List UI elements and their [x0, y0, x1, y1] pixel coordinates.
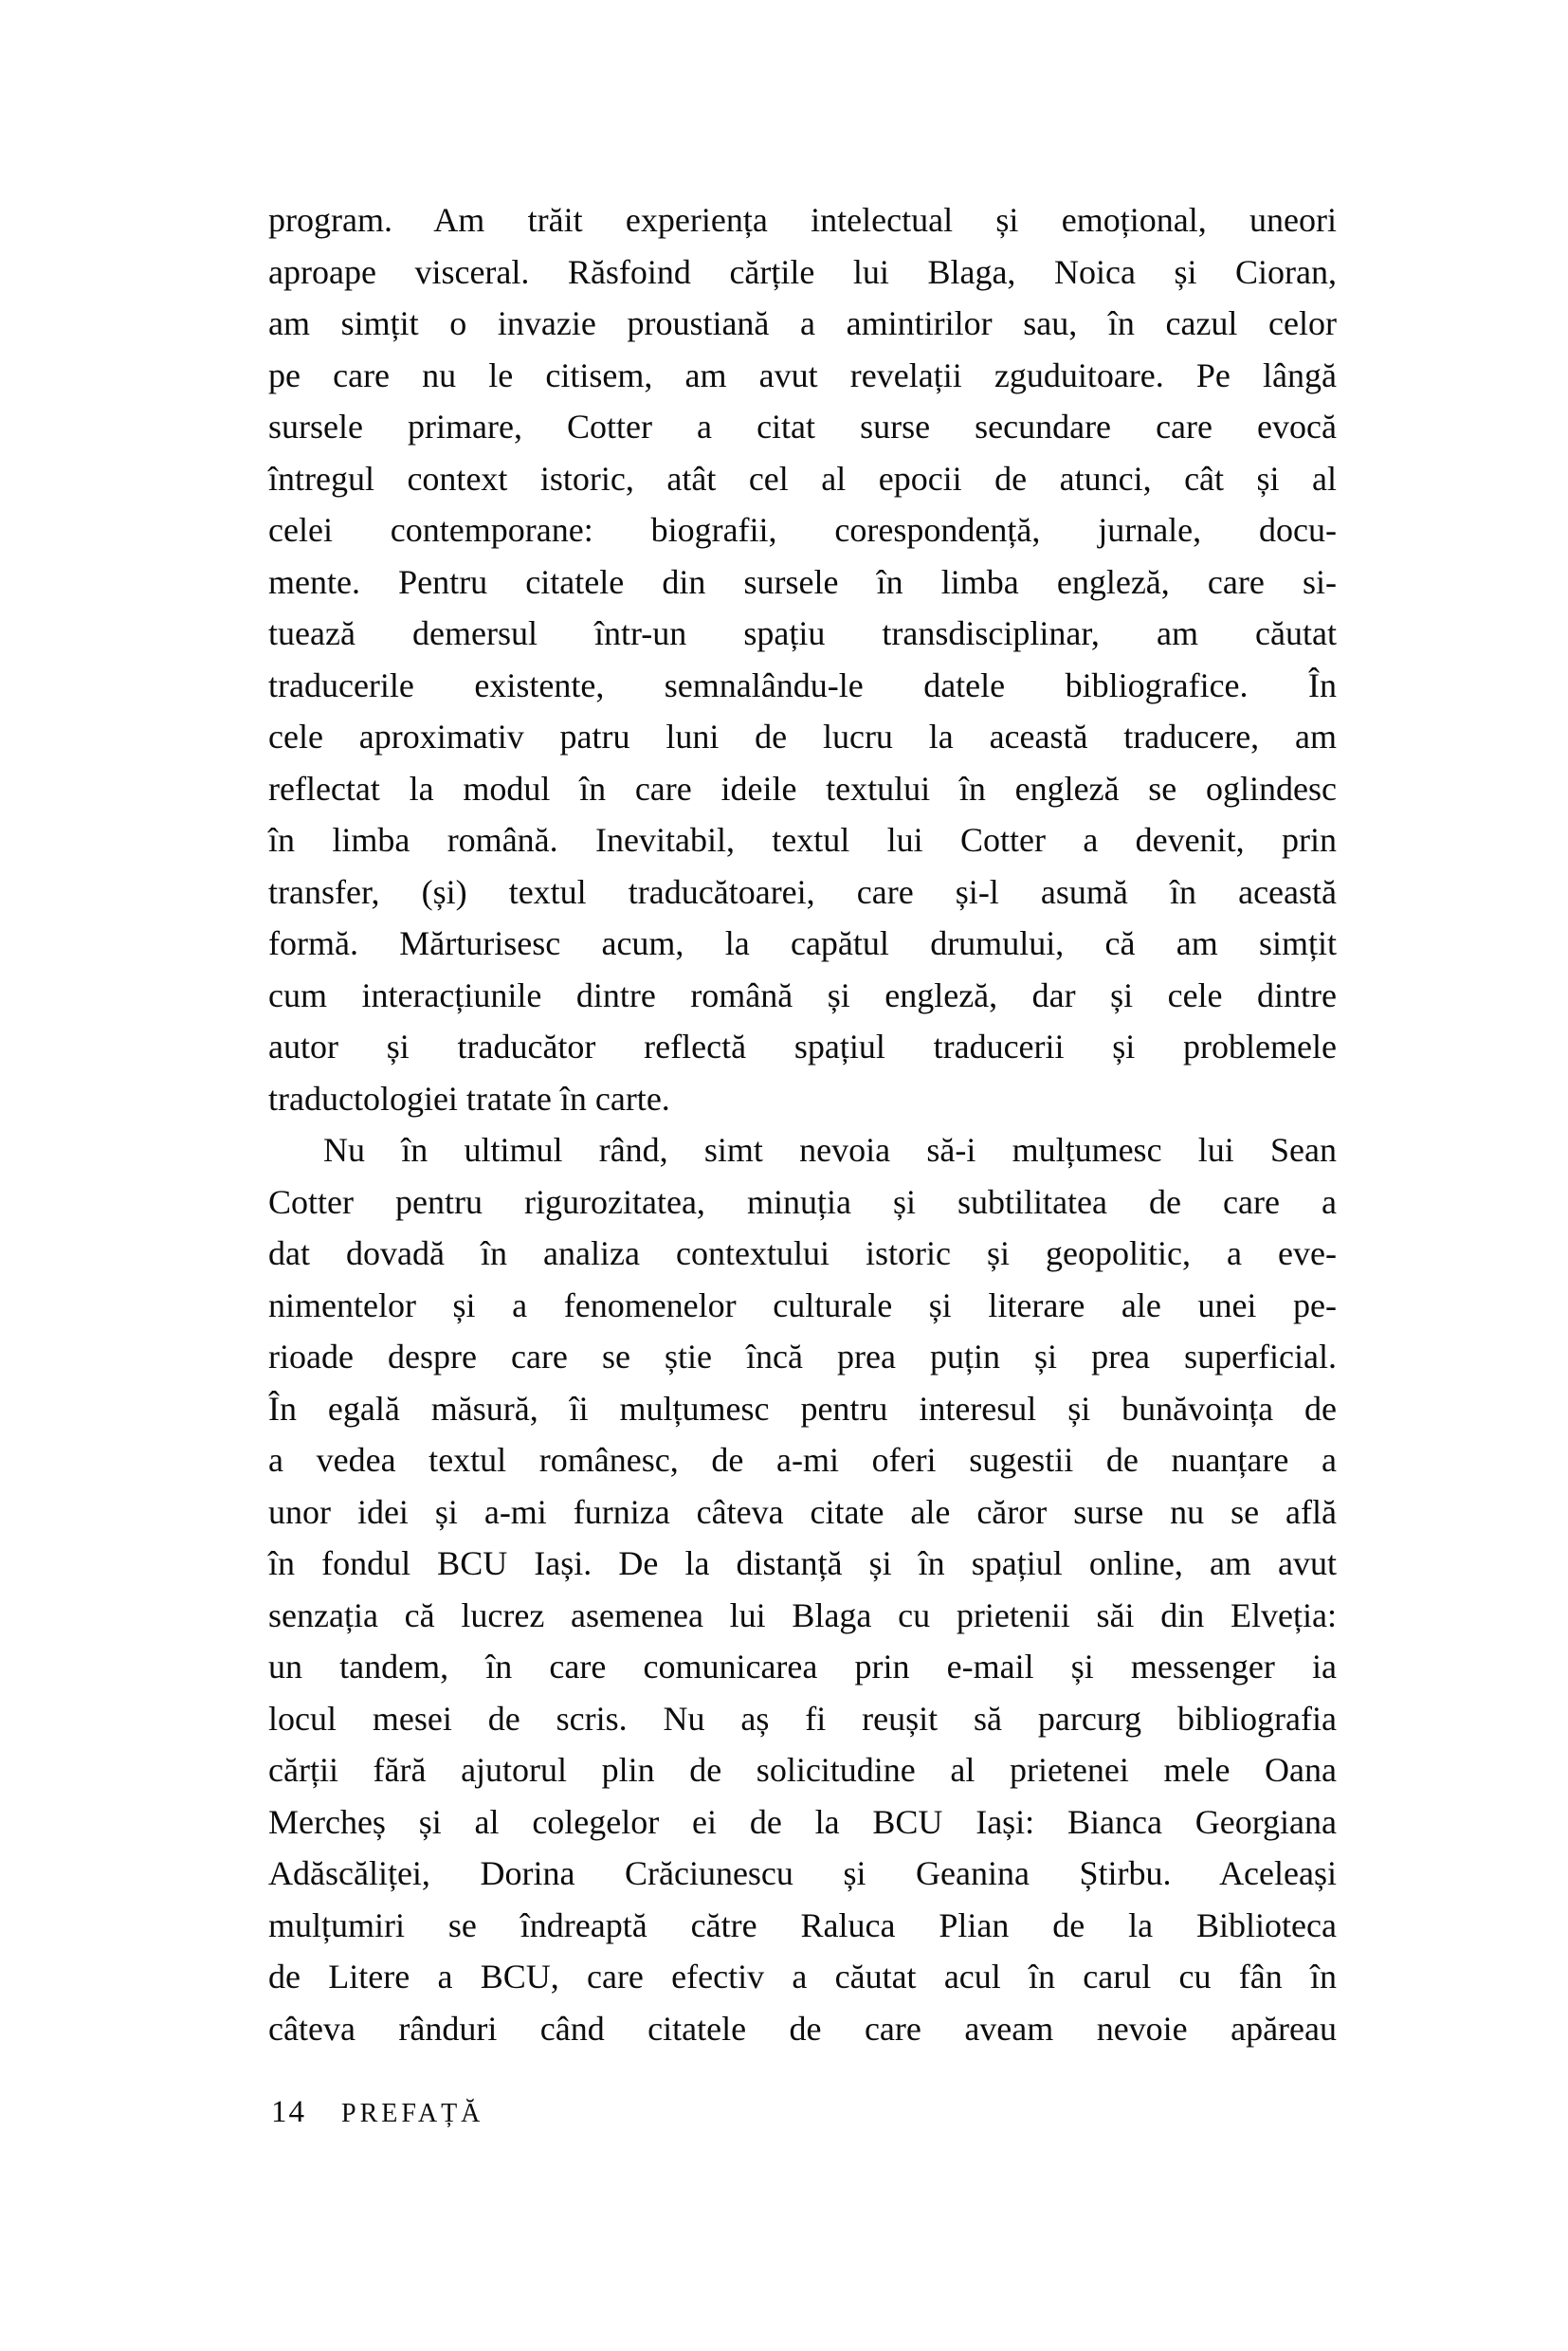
- text-line: am simțit o invazie proustiană a amintirilor sau, în cazul celor: [268, 304, 1337, 342]
- page-number: 14: [271, 2095, 306, 2129]
- text-line: Nu în ultimul rând, simt nevoia să-i mulțumesc lui Sean: [323, 1131, 1337, 1169]
- text-line: mente. Pentru citatele din sursele în limba engleză, care si-: [268, 562, 1337, 601]
- text-line: cum interacțiunile dintre română și engleză, dar și cele dintre: [268, 975, 1337, 1014]
- text-line: câteva rânduri când citatele de care aveam nevoie apăreau: [268, 2009, 1337, 2048]
- text-line: Mercheș și al colegelor ei de la BCU Iași: Bianca Georgiana: [268, 1802, 1337, 1841]
- running-title: PREFAȚĂ: [341, 2099, 484, 2128]
- text-line: traductologiei tratate în carte.: [268, 1079, 670, 1118]
- text-line: întregul context istoric, atât cel al epocii de atunci, cât și al: [268, 459, 1337, 498]
- text-line: a vedea textul românesc, de a-mi oferi sugestii de nuanțare a: [268, 1441, 1337, 1479]
- text-line: un tandem, în care comunicarea prin e-mail și messenger ia: [268, 1648, 1337, 1686]
- text-line: autor și traducător reflectă spațiul traducerii și problemele: [268, 1028, 1337, 1066]
- text-line: aproape visceral. Răsfoind cărțile lui Blaga, Noica și Cioran,: [268, 252, 1337, 291]
- text-line: Cotter pentru rigurozitatea, minuția și subtilitatea de care a: [268, 1182, 1337, 1221]
- text-line: în fondul BCU Iași. De la distanță și în spațiul online, am avut: [268, 1544, 1337, 1582]
- page-footer: [271, 2095, 483, 2130]
- text-line: Adăscăliței, Dorina Crăciunescu și Geanina Știrbu. Aceleași: [268, 1854, 1337, 1892]
- body-text: [268, 194, 1337, 2054]
- text-line: cărții fără ajutorul plin de solicitudine al prietenei mele Oana: [268, 1751, 1337, 1789]
- text-line: formă. Mărturisesc acum, la capătul drumului, că am simțit: [268, 924, 1337, 962]
- text-line: locul mesei de scris. Nu aș fi reușit să parcurg bibliografia: [268, 1699, 1337, 1738]
- text-line: în limba română. Inevitabil, textul lui Cotter a devenit, prin: [268, 821, 1337, 859]
- text-line: unor idei și a-mi furniza câteva citate ale căror surse nu se află: [268, 1492, 1337, 1531]
- text-line: mulțumiri se îndreaptă către Raluca Plian de la Biblioteca: [268, 1905, 1337, 1944]
- text-line: tuează demersul într-un spațiu transdisciplinar, am căutat: [268, 614, 1337, 652]
- text-line: rioade despre care se știe încă prea puțin și prea superficial.: [268, 1338, 1337, 1376]
- text-line: dat dovadă în analiza contextului istoric și geopolitic, a eve-: [268, 1234, 1337, 1272]
- text-line: senzația că lucrez asemenea lui Blaga cu prietenii săi din Elveția:: [268, 1595, 1337, 1634]
- text-line: transfer, (și) textul traducătoarei, care și-l asumă în această: [268, 872, 1337, 911]
- text-line: reflectat la modul în care ideile textului în engleză se oglindesc: [268, 769, 1337, 808]
- text-line: de Litere a BCU, care efectiv a căutat acul în carul cu fân în: [268, 1958, 1337, 1996]
- text-line: În egală măsură, îi mulțumesc pentru interesul și bunăvoința de: [268, 1389, 1337, 1428]
- text-line: sursele primare, Cotter a citat surse secundare care evocă: [268, 408, 1337, 446]
- text-line: pe care nu le citisem, am avut revelații zguduitoare. Pe lângă: [268, 355, 1337, 394]
- text-line: program. Am trăit experiența intelectual și emoțional, uneori: [268, 201, 1337, 239]
- text-line: celei contemporane: biografii, corespondență, jurnale, docu-: [268, 511, 1337, 549]
- text-line: cele aproximativ patru luni de lucru la această traducere, am: [268, 718, 1337, 756]
- text-line: nimentelor și a fenomenelor culturale și literare ale unei pe-: [268, 1285, 1337, 1324]
- text-line: traducerile existente, semnalându-le datele bibliografice. În: [268, 665, 1337, 704]
